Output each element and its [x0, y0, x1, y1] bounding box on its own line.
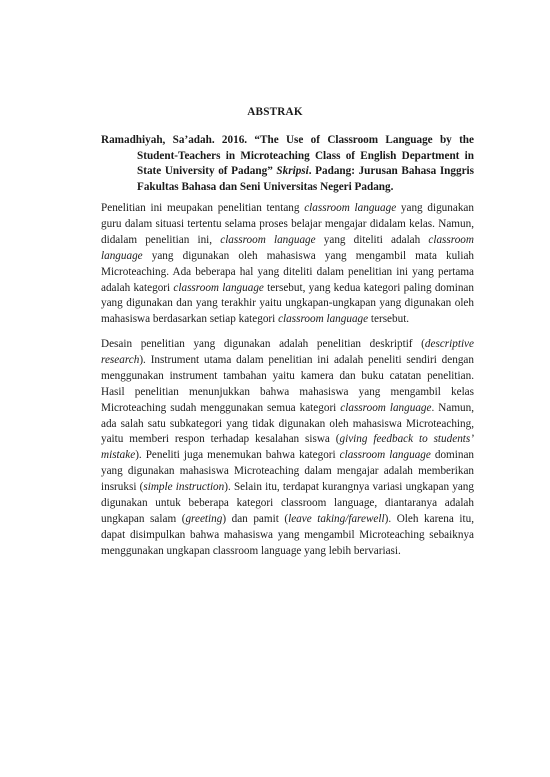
abstract-paragraph-1: Penelitian ini meupakan penelitian tentang classroom language yang digunakan guru dalam situasi tertentu selama proses belajar mengajar didalam kelas. Namun, didalam penelitian ini, classroom language yang diteliti adalah classroom language yang digunakan oleh mahasiswa yang mengambil mata kuliah Microteaching. Ada beberapa hal yang diteliti dalam penelitian ini yang pertama adalah kategori classroom language tersebut, yang kedua kategori paling dominan yang digunakan dan yang terakhir yaitu ungkapan-ungkapan yang digunakan oleh mahasiswa berdasarkan setiap kategori classroom language tersebut. — [101, 202, 474, 326]
citation-author-year: Ramadhiyah, Sa’adah. 2016. — [101, 134, 255, 146]
citation-type: Skripsi — [276, 165, 309, 178]
citation-work-title: “The Use of Classroom Language by the Student-Teachers in Microteaching Class of English Department in State University of Padang” — [137, 134, 474, 178]
citation — [101, 133, 474, 196]
abstract-paragraph-2: Desain penelitian yang digunakan adalah penelitian deskriptif (descriptive research). Instrument utama dalam penelitian ini adalah peneliti sendiri dengan menggunakan instrument tambahan yaitu kamera dan buku catatan penelitian. Hasil penelitian menunjukkan bahwa mahasiswa yang mengambil kelas Microteaching sudah menggunakan semua kategori classroom language. Namun, ada salah satu subkategori yang tidak digunakan oleh mahasiswa Microteaching, yaitu memberi respon terhadap kesalahan siswa (giving feedback to students’ mistake). Peneliti juga menemukan bahwa kategori classroom language dominan yang digunakan mahasiswa Microteaching dalam mengajar adalah memberikan insruksi (simple instruction). Selain itu, terdapat kurangnya variasi ungkapan yang digunakan untuk beberapa kategori classroom language, diantaranya adalah ungkapan salam (greeting) dan pamit (leave taking/farewell). Oleh karena itu, dapat disimpulkan bahwa mahasiswa yang mengambil Microteaching sebaiknya menggunakan ungkapan classroom language yang lebih bervariasi. — [101, 338, 475, 557]
page-title: ABSTRAK — [247, 106, 303, 118]
citation-institution: . Padang: Jurusan Bahasa Inggris Fakultas Bahasa dan Seni Universitas Negeri Padang. — [137, 165, 475, 194]
